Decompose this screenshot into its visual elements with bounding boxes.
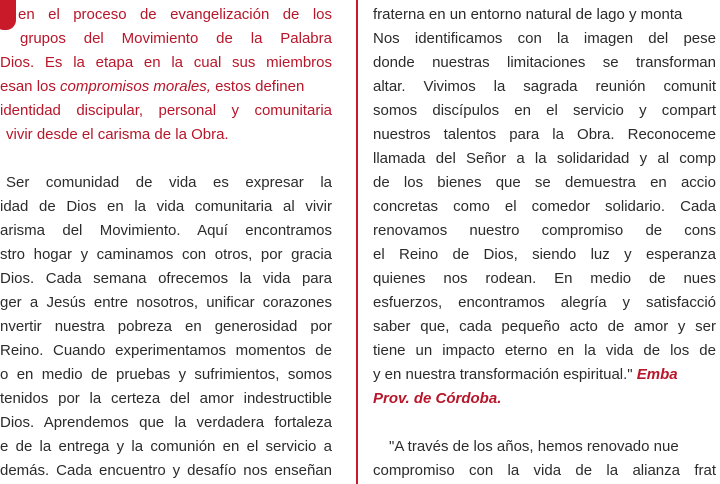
intro-line-4 [0,75,332,99]
column-divider [356,0,358,484]
right-line-13: esfuerzos, encontramos alegría y satisfacció [373,294,716,311]
right-line-1: fraterna en un entorno natural de lago y monta [373,6,683,23]
body-line-8: Reino. Cuando experimentamos momentos de [0,342,332,359]
right-line-2: Nos identificamos con la imagen del pese [373,30,716,47]
right-line-15: tiene un impacto eterno en la vida de los de [373,342,716,359]
body-line-5: Dios. Cada semana ofrecemos la vida para [0,270,332,287]
quote-attribution-start: Emba [636,366,678,383]
body-line-9: o en medio de pruebas y sufrimientos, somos [0,366,332,383]
body-line-7: nvertir nuestra pobreza en generosidad por [0,318,332,335]
body-line-1: Ser comunidad de vida es expresar la [6,174,332,191]
intro-italic-phrase: compromisos morales, [60,78,211,95]
right-line-10: renovamos nuestro compromiso de cons [373,222,716,239]
intro-line-4-start: esan los [0,78,56,95]
right-line-7: llamada del Señor a la solidaridad y al comp [373,150,716,167]
intro-line-3: Dios. Es la etapa en la cual sus miembros [0,54,332,71]
right-line-18: "A través de los años, hemos renovado nue [389,438,679,455]
right-line-8: de los bienes que se demuestra en accio [373,174,716,191]
intro-line-1: en el proceso de evangelización de los [18,6,332,23]
right-line-16 [373,363,678,387]
body-line-6: ger a Jesús entre nosotros, unificar corazones [0,294,332,311]
intro-line-2: grupos del Movimiento de la Palabra [20,30,332,47]
body-line-10: tenidos por la certeza del amor indestructible [0,390,332,407]
right-line-3: donde nuestras limitaciones se transforman [373,54,716,71]
drop-cap-ornament [0,0,16,30]
right-line-19: compromiso con la vida de la alianza frat [373,462,716,479]
intro-line-4-end: estos definen [215,78,305,95]
left-column [0,0,336,484]
body-line-3: arisma del Movimiento. Aquí encontramos [0,222,332,239]
body-line-4: stro hogar y caminamos con otros, por gracia [0,246,332,263]
intro-line-5: identidad discipular, personal y comunitaria [0,102,332,119]
body-line-11: Dios. Aprendemos que la verdadera fortaleza [0,414,332,431]
body-line-12: e de la entrega y la comunión en el servicio a [0,438,332,455]
intro-line-6: vivir desde el carisma de la Obra. [6,126,229,143]
right-line-12: quienes nos rodean. En medio de nues [373,270,716,287]
quote-attribution-location: Prov. de Córdoba. [373,390,502,407]
right-line-9: concretas como el comedor solidario. Cada [373,198,716,215]
right-line-14: saber que, cada pequeño acto de amor y ser [373,318,716,335]
right-column [373,0,720,484]
right-line-4: altar. Vivimos la sagrada reunión comunit [373,78,716,95]
right-line-5: somos discípulos en el servicio y compart [373,102,716,119]
quote-end-text: y en nuestra transformación espiritual." [373,366,637,383]
right-line-6: nuestros talentos para la Obra. Reconoceme [373,126,716,143]
body-line-2: idad de Dios en la vida comunitaria al vivir [0,198,332,215]
body-line-13: demás. Cada encuentro y desafío nos enseñan [0,462,332,479]
right-line-11: el Reino de Dios, siendo luz y esperanza [373,246,716,263]
